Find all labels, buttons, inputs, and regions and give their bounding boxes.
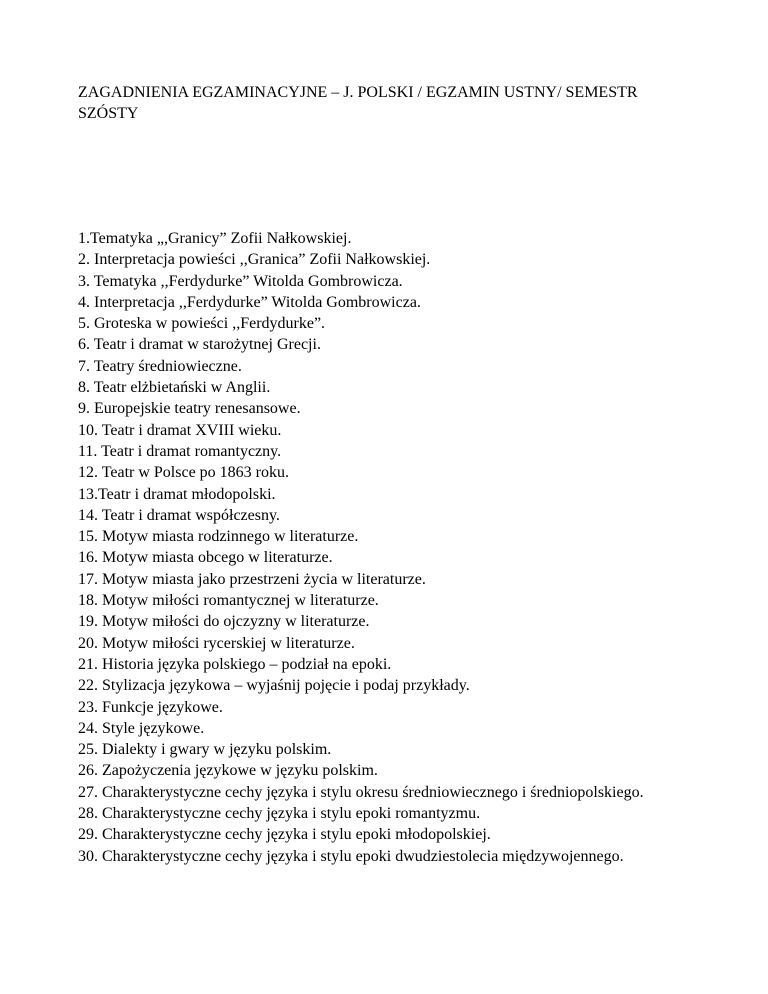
question-item: 15. Motyw miasta rodzinnego w literaturze.	[78, 528, 359, 546]
question-item: 8. Teatr elżbietański w Anglii.	[78, 379, 271, 397]
question-item: 12. Teatr w Polsce po 1863 roku.	[78, 464, 289, 482]
question-item: 28. Charakterystyczne cechy języka i stylu epoki romantyzmu.	[78, 805, 481, 823]
question-item: 6. Teatr i dramat w starożytnej Grecji.	[78, 336, 321, 354]
question-item: 16. Motyw miasta obcego w literaturze.	[78, 549, 333, 567]
question-item: 24. Style językowe.	[78, 719, 205, 737]
question-item: 4. Interpretacja ,,Ferdydurke” Witolda Gombrowicza.	[78, 293, 421, 311]
question-item: 26. Zapożyczenia językowe w języku polskim.	[78, 762, 378, 780]
question-item: 7. Teatry średniowieczne.	[78, 357, 242, 375]
question-item: 3. Tematyka ,,Ferdydurke” Witolda Gombrowicza.	[78, 272, 403, 290]
question-item: 14. Teatr i dramat współczesny.	[78, 506, 280, 524]
document-title: ZAGADNIENIA EGZAMINACYJNE – J. POLSKI / EGZAMIN USTNY/ SEMESTR SZÓSTY	[78, 84, 638, 122]
question-item: 23. Funkcje językowe.	[78, 698, 223, 716]
question-item: 25. Dialekty i gwary w języku polskim.	[78, 741, 332, 759]
question-item: 2. Interpretacja powieści ,,Granica” Zofii Nałkowskiej.	[78, 251, 431, 269]
question-item: 19. Motyw miłości do ojczyzny w literaturze.	[78, 613, 370, 631]
question-item: 17. Motyw miasta jako przestrzeni życia w literaturze.	[78, 570, 426, 588]
question-item: 10. Teatr i dramat XVIII wieku.	[78, 421, 282, 439]
question-item: 22. Stylizacja językowa – wyjaśnij pojęcie i podaj przykłady.	[78, 677, 470, 695]
question-item: 11. Teatr i dramat romantyczny.	[78, 442, 282, 460]
question-item: 18. Motyw miłości romantycznej w literaturze.	[78, 592, 379, 610]
question-item: 30. Charakterystyczne cechy języka i stylu epoki dwudziestolecia międzywojennego.	[78, 847, 624, 865]
question-item: 21. Historia języka polskiego – podział na epoki.	[78, 655, 392, 673]
question-list	[78, 228, 718, 867]
question-item: 13.Teatr i dramat młodopolski.	[78, 485, 276, 503]
question-item: 1.Tematyka „,Granicy” Zofii Nałkowskiej.	[78, 230, 352, 247]
question-item: 5. Groteska w powieści ,,Ferdydurke”.	[78, 315, 326, 333]
question-item: 9. Europejskie teatry renesansowe.	[78, 400, 301, 418]
question-item: 29. Charakterystyczne cechy języka i stylu epoki młodopolskiej.	[78, 826, 491, 844]
question-item: 20. Motyw miłości rycerskiej w literaturze.	[78, 634, 355, 652]
question-item: 27. Charakterystyczne cechy języka i stylu okresu średniowiecznego i średniopolskiego.	[78, 783, 644, 801]
